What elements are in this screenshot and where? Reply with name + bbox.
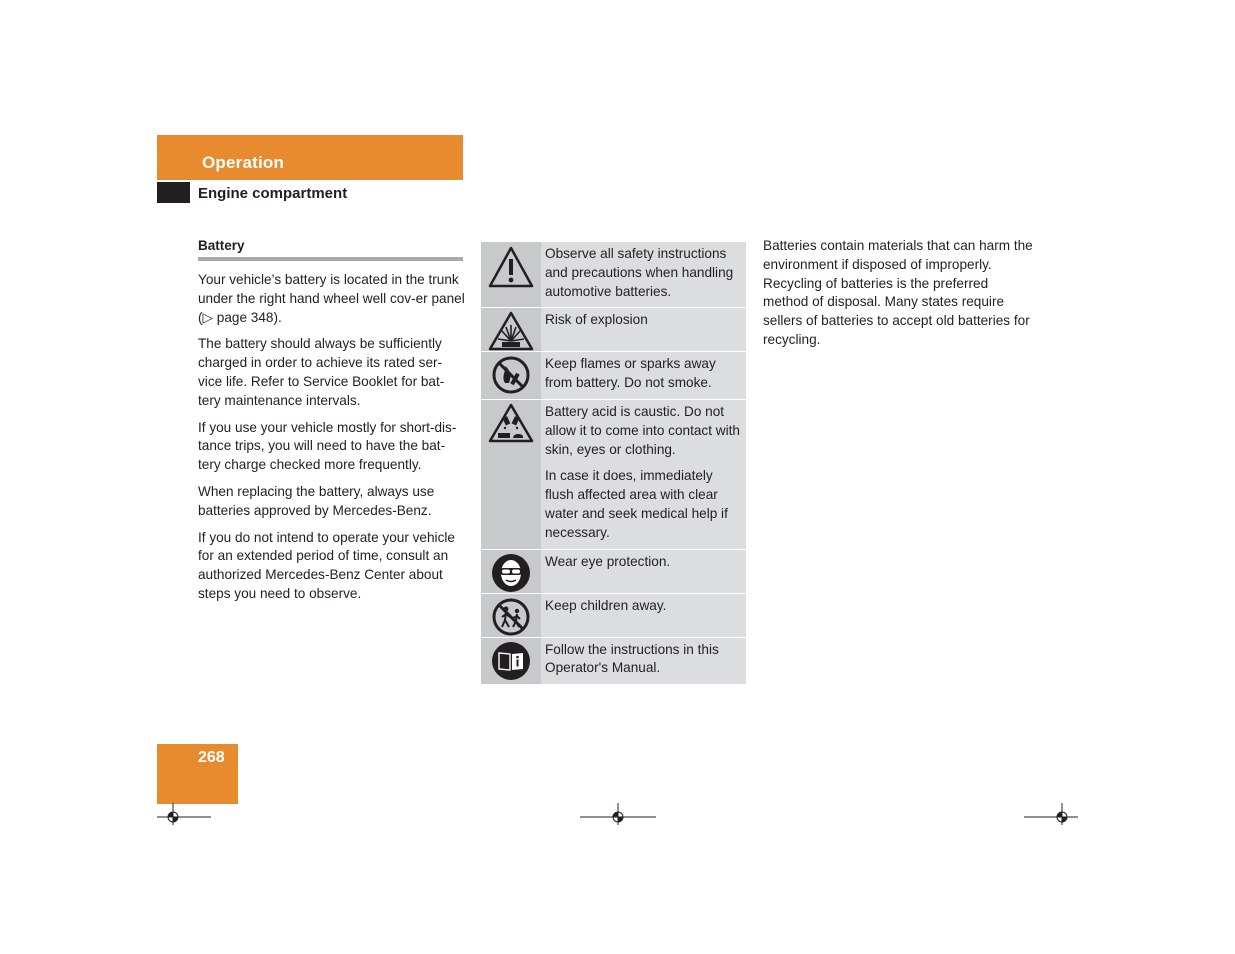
safety-text: Keep children away. <box>545 597 667 613</box>
registration-mark-icon <box>580 803 656 825</box>
safety-text: In case it does, immediately flush affected area with clear water and seek medical help if necessary. <box>545 468 728 540</box>
paragraph: The battery should always be sufficiently charged in order to achieve its rated ser-vice life. Refer to Service Booklet for bat-tery maintenance intervals. <box>198 336 445 408</box>
safety-instructions-table <box>481 242 746 685</box>
paragraph: If you do not intend to operate your vehicle for an extended period of time, consult an authorized Mercedes-Benz Center about steps you need to observe. <box>198 529 455 601</box>
heading-rule <box>198 257 463 261</box>
paragraph: If you use your vehicle mostly for short-dis-tance trips, you will need to have the bat-tery charge checked more frequently. <box>198 419 457 473</box>
battery-heading: Battery <box>198 238 245 253</box>
paragraph: When replacing the battery, always use batteries approved by Mercedes-Benz. <box>198 483 435 518</box>
keep-children-away-icon <box>491 597 531 637</box>
registration-mark-icon <box>157 803 211 825</box>
safety-row-general <box>481 242 746 308</box>
paragraph: Your vehicle’s battery is located in the trunk under the right hand wheel well cov-er panel (▷ page 348). <box>198 272 465 325</box>
page-number: 268 <box>198 749 225 766</box>
explosion-icon <box>488 311 534 351</box>
safety-text: Risk of explosion <box>545 312 648 328</box>
no-flames-icon <box>491 355 531 395</box>
warning-triangle-icon <box>488 245 534 289</box>
safety-row-eye-protection <box>481 550 746 594</box>
registration-mark-icon <box>1024 803 1078 825</box>
safety-text: Follow the instructions in this Operator's Manual. <box>545 641 719 676</box>
safety-row-children <box>481 594 746 638</box>
safety-text: Observe all safety instructions and precautions when handling automotive batteries. <box>545 246 734 299</box>
safety-text: Battery acid is caustic. Do not allow it to come into contact with skin, eyes or clothing. <box>545 403 740 457</box>
manual-info-icon <box>491 641 531 681</box>
safety-row-manual <box>481 638 746 686</box>
corrosive-icon <box>488 403 534 443</box>
safety-row-explosion <box>481 308 746 352</box>
safety-row-acid <box>481 400 746 550</box>
safety-text: Wear eye protection. <box>545 553 671 569</box>
section-title: Operation <box>202 153 285 172</box>
recycling-text: Batteries contain materials that can harm the environment if disposed of improperly. Recycling of batteries is the preferred method of disposal. Many states require sellers of batteries to accept old batteries for recycling. <box>763 238 1033 347</box>
subsection-title: Engine compartment <box>198 185 348 202</box>
eye-protection-icon <box>491 553 531 593</box>
battery-body-text <box>198 271 466 612</box>
safety-row-no-flames <box>481 352 746 400</box>
safety-text: Keep flames or sparks away from battery. Do not smoke. <box>545 356 716 391</box>
subsection-marker <box>157 182 190 203</box>
